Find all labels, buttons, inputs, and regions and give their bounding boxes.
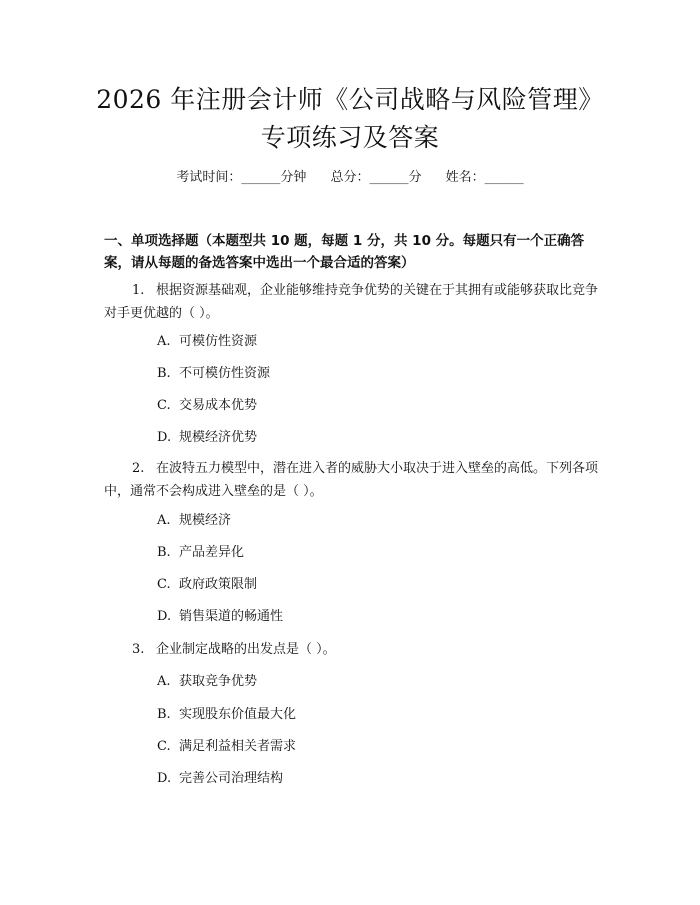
question-1-option-d	[157, 428, 257, 448]
exam-time-field: 考试时间：______分钟	[176, 170, 307, 185]
option-text: 获取竞争优势	[179, 674, 258, 689]
option-letter: A.	[157, 334, 171, 349]
option-letter: B.	[157, 545, 171, 560]
document-title-line2: 专项练习及答案	[260, 123, 440, 152]
document-title-line1: 2026 年注册会计师《公司战略与风险管理》	[96, 85, 604, 114]
question-2-option-c	[157, 575, 257, 595]
option-text: 规模经济优势	[179, 430, 258, 445]
question-3-option-c	[157, 737, 296, 757]
name-field: 姓名：______	[445, 170, 524, 185]
question-2-option-d	[157, 607, 283, 627]
option-letter: A.	[157, 513, 171, 528]
option-letter: B.	[157, 366, 171, 381]
option-letter: C.	[157, 739, 171, 754]
question-1-option-a	[157, 332, 257, 352]
option-letter: A.	[157, 674, 171, 689]
option-letter: B.	[157, 707, 171, 722]
question-2-option-a	[157, 511, 231, 531]
question-3-option-b	[157, 705, 296, 725]
option-letter: C.	[157, 398, 171, 413]
question-2	[104, 457, 604, 503]
option-text: 完善公司治理结构	[179, 771, 284, 786]
option-text: 可模仿性资源	[179, 334, 258, 349]
section-header: 一、单项选择题（本题型共 10 题，每题 1 分，共 10 分。每题只有一个正确答案，请从每题的备选答案中选出一个最合适的答案）	[104, 233, 585, 271]
option-text: 实现股东价值最大化	[179, 707, 297, 722]
option-text: 政府政策限制	[179, 577, 258, 592]
question-3-option-a	[157, 672, 257, 692]
option-letter: D.	[157, 771, 172, 786]
question-text: 在波特五力模型中，潜在进入者的威胁大小取决于进入壁垒的高低。下列各项中，通常不会构成进入壁垒的是（ ）。	[104, 461, 599, 499]
option-text: 交易成本优势	[179, 398, 258, 413]
total-score-field: 总分：______分	[330, 170, 422, 185]
question-1-option-c	[157, 396, 257, 416]
exam-info	[0, 168, 700, 188]
question-1	[104, 279, 604, 325]
question-1-option-b	[157, 364, 270, 384]
question-2-option-b	[157, 543, 244, 563]
question-3-option-d	[157, 769, 283, 789]
option-text: 规模经济	[179, 513, 232, 528]
option-text: 销售渠道的畅通性	[179, 609, 284, 624]
option-text: 产品差异化	[179, 545, 245, 560]
question-text: 根据资源基础观，企业能够维持竞争优势的关键在于其拥有或能够获取比竞争对手更优越的（ ）。	[104, 283, 599, 321]
question-3	[104, 638, 604, 661]
option-text: 满足利益相关者需求	[179, 739, 297, 754]
question-number: 2.	[132, 461, 145, 476]
option-letter: D.	[157, 609, 172, 624]
option-letter: D.	[157, 430, 172, 445]
question-text: 企业制定战略的出发点是（ ）。	[156, 642, 336, 657]
option-text: 不可模仿性资源	[179, 366, 271, 381]
question-number: 1.	[132, 283, 145, 298]
question-number: 3.	[132, 642, 145, 657]
option-letter: C.	[157, 577, 171, 592]
